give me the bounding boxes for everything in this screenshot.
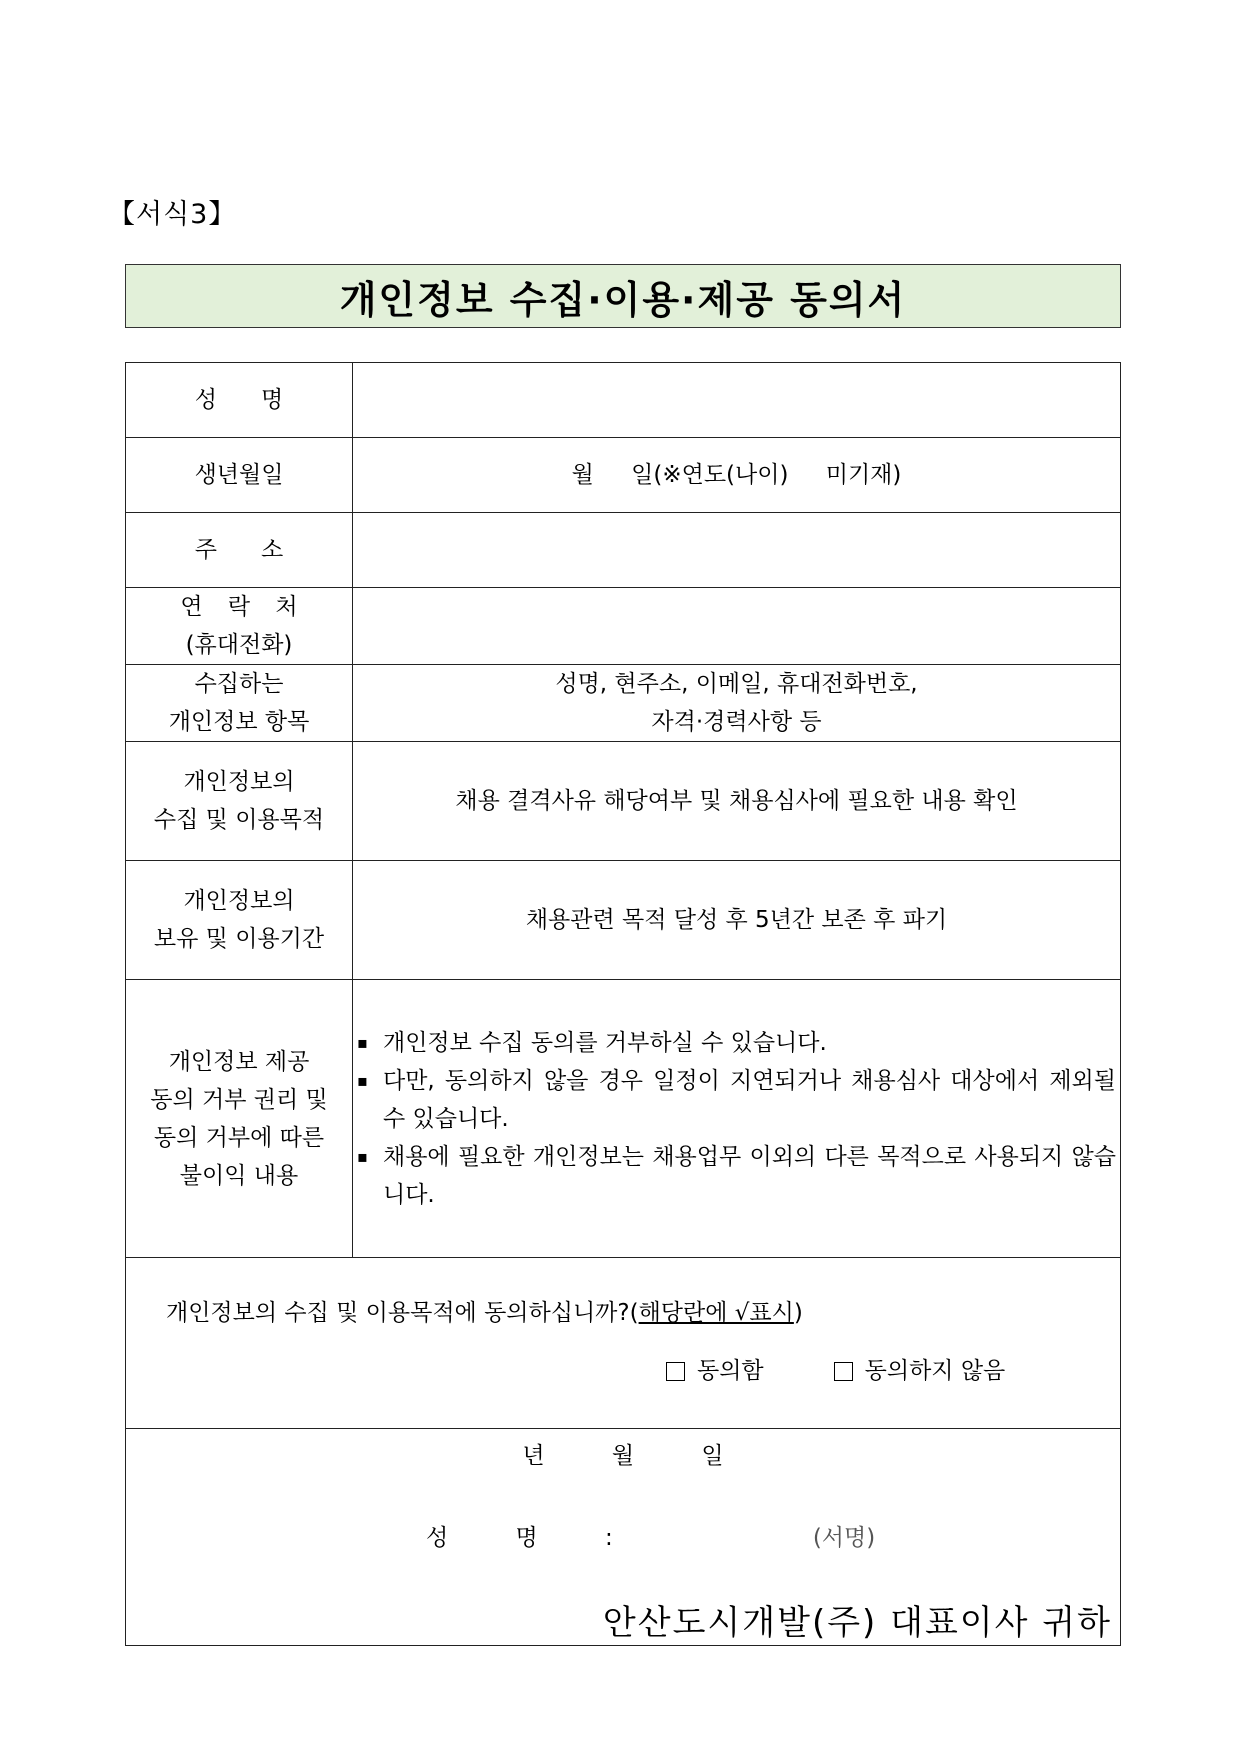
row-items (126, 665, 1121, 742)
bullet-icon: ▪ (357, 1032, 368, 1052)
purpose-label: 개인정보의 수집 및 이용목적 (126, 742, 353, 861)
items-label: 수집하는 개인정보 항목 (126, 665, 353, 742)
consent-cell (126, 1258, 1121, 1429)
disagree-option[interactable]: 동의하지 않음 (834, 1352, 1006, 1390)
list-item: ▪ 개인정보 수집 동의를 거부하실 수 있습니다. (357, 1024, 1116, 1062)
row-birth (126, 438, 1121, 513)
row-purpose (126, 742, 1121, 861)
refusal-list (353, 980, 1121, 1258)
consent-question: 개인정보의 수집 및 이용목적에 동의하십니까?(해당란에 √표시) (166, 1300, 803, 1326)
items-value: 성명, 현주소, 이메일, 휴대전화번호, 자격·경력사항 등 (353, 665, 1121, 742)
row-signature (126, 1429, 1121, 1646)
bullet-icon: ▪ (357, 1146, 368, 1166)
birth-label: 생년월일 (126, 438, 353, 513)
agree-checkbox[interactable] (666, 1362, 685, 1381)
list-item: ▪ 다만, 동의하지 않을 경우 일정이 지연되거나 채용심사 대상에서 제외될 수 있습니다. (357, 1062, 1116, 1138)
disagree-checkbox[interactable] (834, 1362, 853, 1381)
bullet-icon: ▪ (357, 1070, 368, 1090)
row-address (126, 513, 1121, 588)
form-number: 【서식3】 (108, 199, 237, 230)
signature-cell (126, 1429, 1121, 1646)
name-field[interactable] (353, 363, 1121, 438)
address-field[interactable] (353, 513, 1121, 588)
refusal-label: 개인정보 제공 동의 거부 권리 및 동의 거부에 따른 불이익 내용 (126, 980, 353, 1258)
row-consent (126, 1258, 1121, 1429)
purpose-value: 채용 결격사유 해당여부 및 채용심사에 필요한 내용 확인 (353, 742, 1121, 861)
name-label: 성명 (126, 363, 353, 438)
sign-line (426, 1519, 1120, 1557)
list-item: ▪ 채용에 필요한 개인정보는 채용업무 이외의 다른 목적으로 사용되지 않습니다. (357, 1138, 1116, 1214)
contact-label: 연 락 처 (휴대전화) (126, 588, 353, 665)
signature-placeholder[interactable]: (서명) (812, 1525, 876, 1551)
row-contact (126, 588, 1121, 665)
row-name (126, 363, 1121, 438)
signer-name-label: 성 명 : (426, 1525, 643, 1551)
row-period (126, 861, 1121, 980)
sign-date: 년 월 일 (522, 1443, 724, 1469)
row-refusal (126, 980, 1121, 1258)
agree-option[interactable]: 동의함 (666, 1352, 764, 1390)
consent-form-table (125, 362, 1121, 1646)
birth-field[interactable] (353, 438, 1121, 513)
document-title (125, 264, 1121, 328)
document-title-text: 개인정보 수집·이용·제공 동의서 (339, 277, 907, 322)
contact-field[interactable] (353, 588, 1121, 665)
address-label: 주소 (126, 513, 353, 588)
period-label: 개인정보의 보유 및 이용기간 (126, 861, 353, 980)
recipient: 안산도시개발(주) 대표이사 귀하 (602, 1603, 1112, 1643)
consent-options (126, 1352, 1120, 1390)
period-value: 채용관련 목적 달성 후 5년간 보존 후 파기 (353, 861, 1121, 980)
birth-value: 월 일(※연도(나이) 미기재) (571, 462, 902, 488)
